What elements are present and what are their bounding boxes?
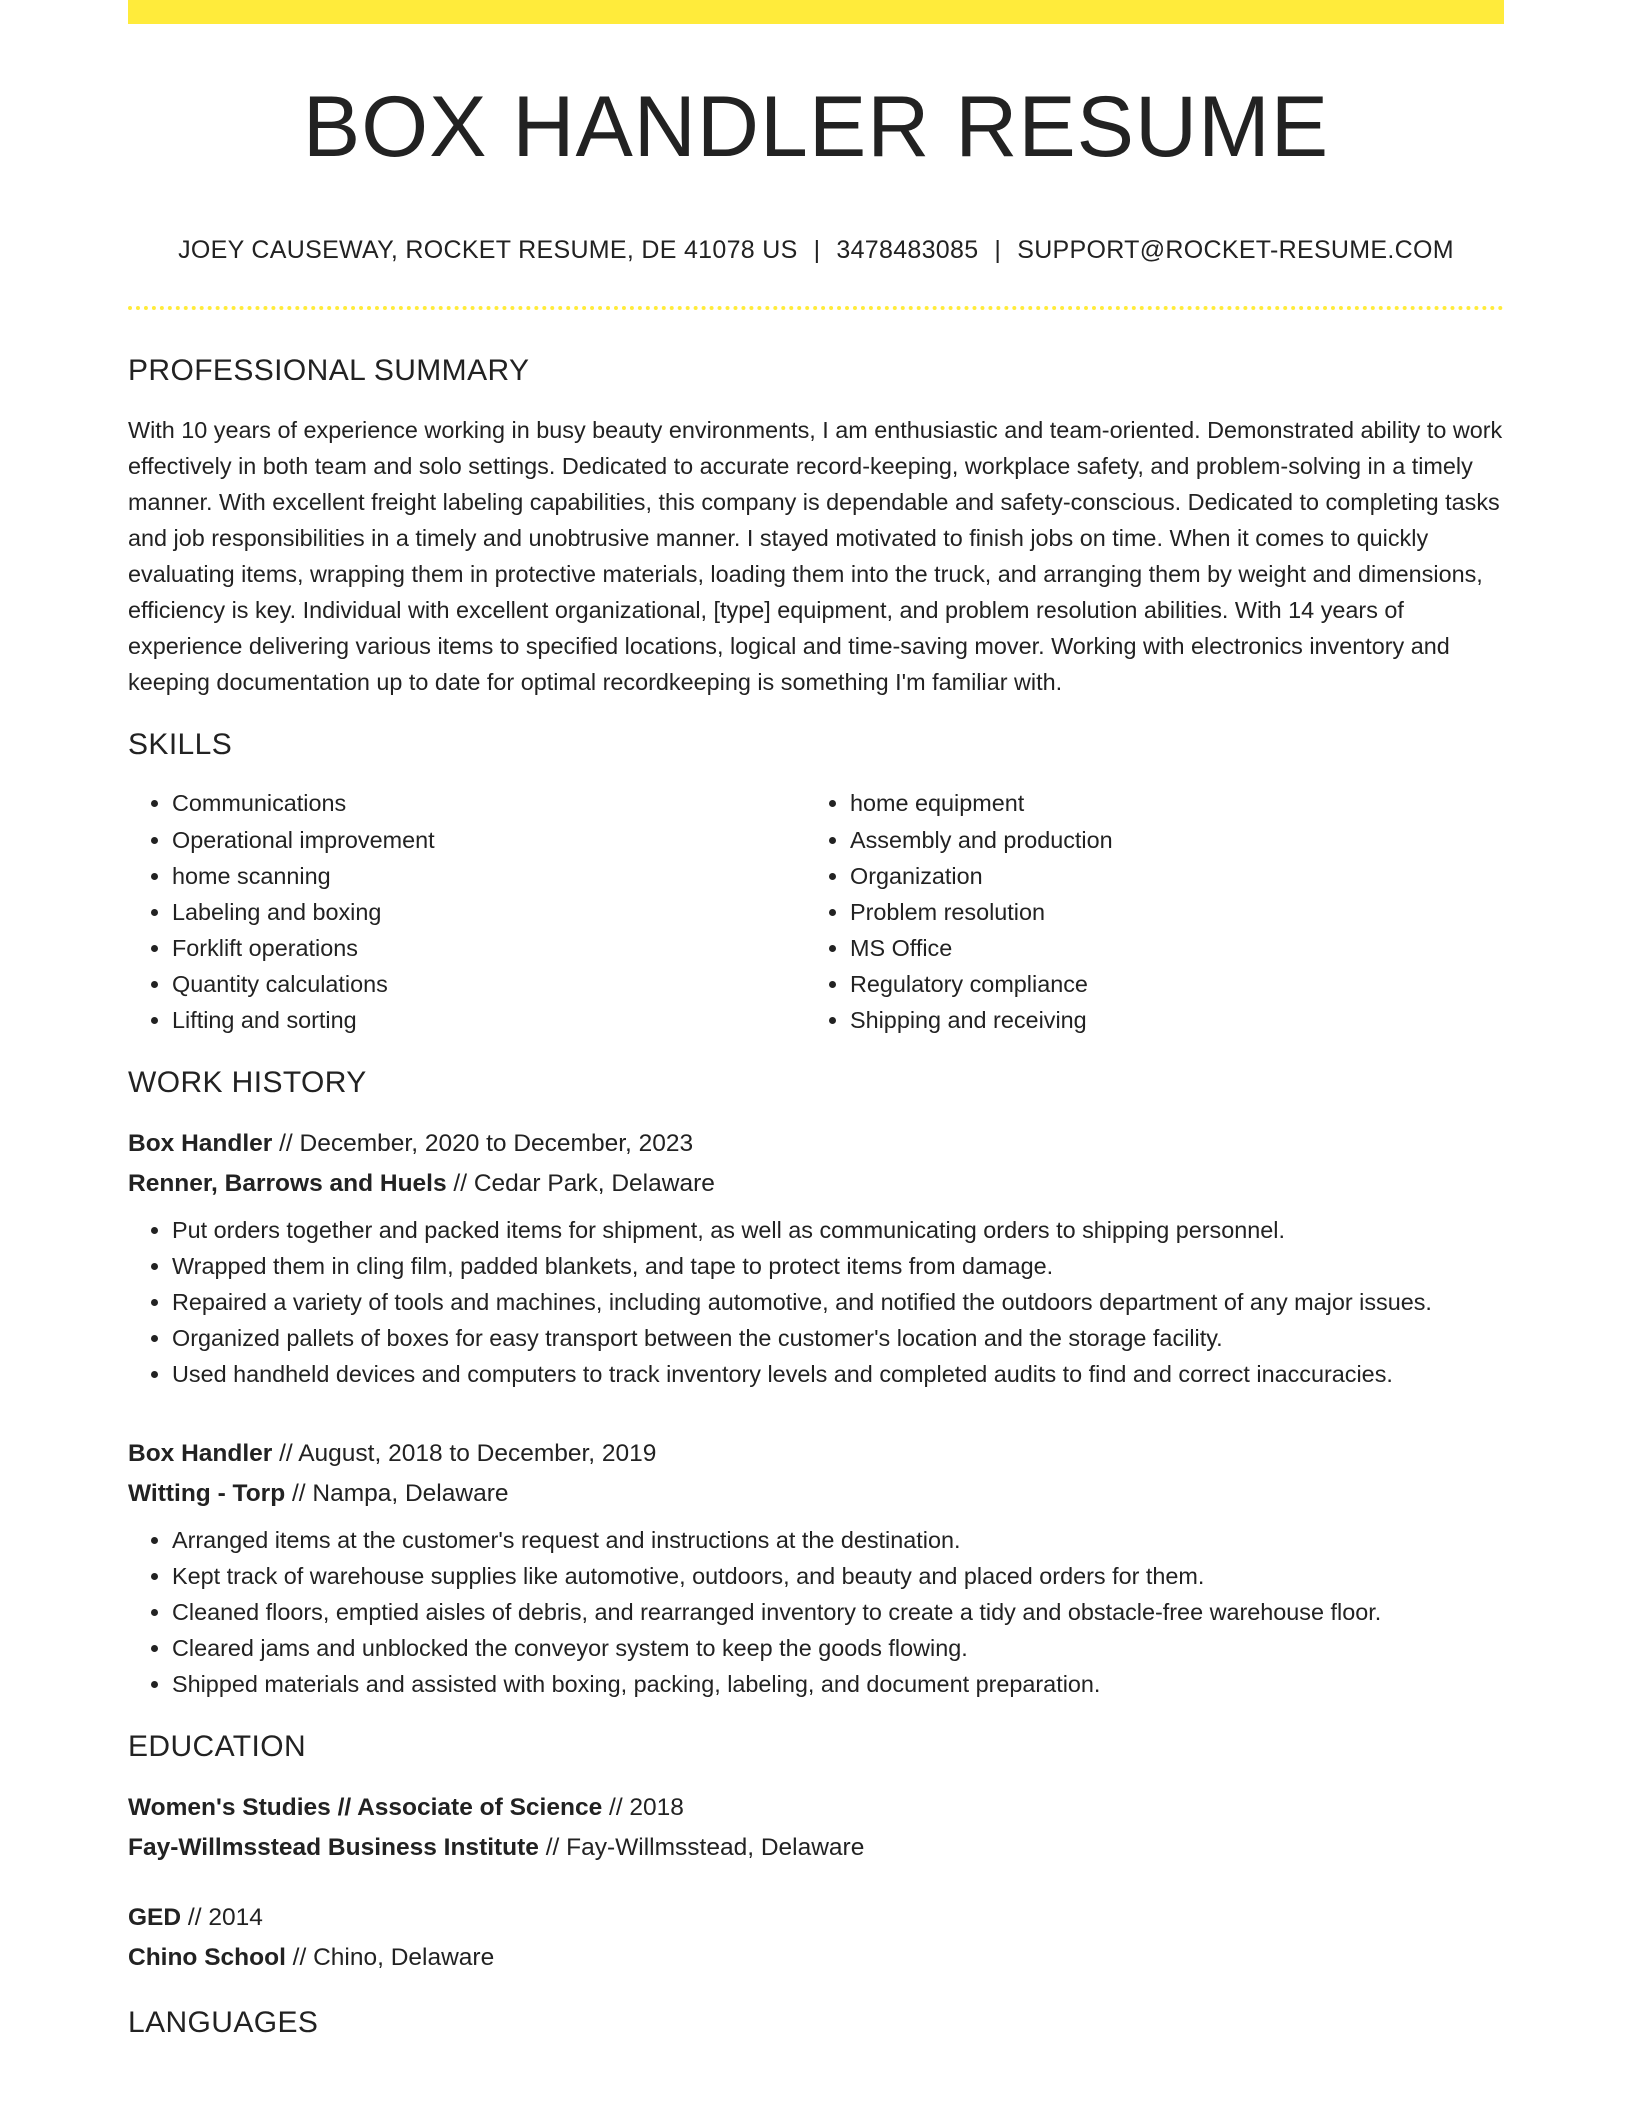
contact-separator: | bbox=[994, 236, 1002, 264]
section-heading-work-history: WORK HISTORY bbox=[128, 1066, 367, 1099]
contact-email[interactable]: SUPPORT@ROCKET-RESUME.COM bbox=[1017, 236, 1454, 264]
job-entry bbox=[128, 1434, 1504, 1702]
job-company-line bbox=[128, 1474, 1504, 1514]
job-bullets bbox=[128, 1212, 1504, 1392]
skill-item: • Quantity calculations bbox=[172, 966, 806, 1002]
skill-item: • Lifting and sorting bbox=[172, 1002, 806, 1038]
job-bullet: • Put orders together and packed items for shipment, as well as communicating orders to shipping personnel. bbox=[172, 1212, 1504, 1248]
education-degree-line bbox=[128, 1788, 1504, 1828]
skill-item: • home scanning bbox=[172, 858, 806, 894]
job-bullet: • Kept track of warehouse supplies like automotive, outdoors, and beauty and placed orders for them. bbox=[172, 1558, 1504, 1594]
job-title: Box Handler bbox=[128, 1130, 273, 1157]
contact-phone[interactable]: 3478483085 bbox=[836, 236, 979, 264]
job-bullet: • Cleaned floors, emptied aisles of debris, and rearranged inventory to create a tidy and obstacle-free warehouse floor. bbox=[172, 1594, 1504, 1630]
education-entry bbox=[128, 1898, 1504, 1978]
work-history-section bbox=[128, 1066, 1504, 1702]
section-heading-education: EDUCATION bbox=[128, 1730, 307, 1763]
job-bullet: • Organized pallets of boxes for easy transport between the customer's location and the storage facility. bbox=[172, 1320, 1504, 1356]
job-dates: // August, 2018 to December, 2019 bbox=[272, 1440, 657, 1467]
job-company-line bbox=[128, 1164, 1504, 1204]
education-degree-line bbox=[128, 1898, 1504, 1938]
contact-separator: | bbox=[813, 236, 821, 264]
skill-item: • Communications bbox=[172, 784, 806, 822]
education-school: Chino School bbox=[128, 1944, 286, 1971]
section-heading-summary: PROFESSIONAL SUMMARY bbox=[128, 354, 530, 387]
education-location: // Chino, Delaware bbox=[285, 1944, 495, 1971]
education-year: // 2018 bbox=[602, 1794, 684, 1821]
skills-list-right bbox=[806, 784, 1504, 1038]
education-year: // 2014 bbox=[181, 1904, 263, 1931]
skills-columns bbox=[128, 784, 1504, 1038]
job-company: Renner, Barrows and Huels bbox=[128, 1170, 447, 1197]
resume-title: BOX HANDLER RESUME bbox=[302, 79, 1330, 175]
summary-section bbox=[128, 354, 1504, 700]
dotted-divider bbox=[128, 306, 1504, 310]
job-bullet: • Wrapped them in cling film, padded blankets, and tape to protect items from damage. bbox=[172, 1248, 1504, 1284]
accent-bar bbox=[128, 0, 1504, 24]
languages-section bbox=[128, 2006, 1504, 2040]
education-section bbox=[128, 1730, 1504, 1978]
job-location: // Cedar Park, Delaware bbox=[446, 1170, 715, 1197]
resume-body bbox=[128, 354, 1504, 2040]
skill-item: • Assembly and production bbox=[850, 822, 1504, 858]
education-school: Fay-Willmsstead Business Institute bbox=[128, 1834, 539, 1861]
skill-item: • MS Office bbox=[850, 930, 1504, 966]
job-title: Box Handler bbox=[128, 1440, 273, 1467]
skills-section bbox=[128, 728, 1504, 1038]
skill-item: • Shipping and receiving bbox=[850, 1002, 1504, 1038]
skill-item: • home equipment bbox=[850, 784, 1504, 822]
section-heading-skills: SKILLS bbox=[128, 728, 233, 761]
job-entry bbox=[128, 1124, 1504, 1392]
summary-text: With 10 years of experience working in busy beauty environments, I am enthusiastic and team-oriented. Demonstrated ability to work effectively in both team and solo settings. Dedicated to accurate record-keeping, workplace safety, and problem-solving in a timely manner. With excellent freight labeling capabilities, this company is dependable and safety-conscious. Dedicated to completing tasks and job responsibilities in a timely and unobtrusive manner. I stayed motivated to finish jobs on time. When it comes to quickly evaluating items, wrapping them in protective materials, loading them into the truck, and arranging them by weight and dimensions, efficiency is key. Individual with excellent organizational, [type] equipment, and problem resolution abilities. With 14 years of experience delivering various items to specified locations, logical and time-saving mover. Working with electronics inventory and keeping documentation up to date for optimal recordkeeping is something I'm familiar with. bbox=[128, 417, 1503, 695]
skill-item: • Regulatory compliance bbox=[850, 966, 1504, 1002]
skill-item: • Forklift operations bbox=[172, 930, 806, 966]
job-company: Witting - Torp bbox=[128, 1480, 286, 1507]
education-degree: GED bbox=[128, 1904, 182, 1931]
job-location: // Nampa, Delaware bbox=[285, 1480, 509, 1507]
job-dates: // December, 2020 to December, 2023 bbox=[272, 1130, 694, 1157]
job-bullet: • Shipped materials and assisted with boxing, packing, labeling, and document preparation. bbox=[172, 1666, 1504, 1702]
job-bullet: • Cleared jams and unblocked the conveyor system to keep the goods flowing. bbox=[172, 1630, 1504, 1666]
contact-address: JOEY CAUSEWAY, ROCKET RESUME, DE 41078 US bbox=[178, 236, 798, 264]
skills-list-left bbox=[128, 784, 806, 1038]
job-bullets bbox=[128, 1522, 1504, 1702]
job-title-line bbox=[128, 1434, 1504, 1474]
education-degree: Women's Studies // Associate of Science bbox=[128, 1794, 603, 1821]
skill-item: • Problem resolution bbox=[850, 894, 1504, 930]
job-title-line bbox=[128, 1124, 1504, 1164]
skill-item: • Labeling and boxing bbox=[172, 894, 806, 930]
job-bullet: • Repaired a variety of tools and machines, including automotive, and notified the outdoors department of any major issues. bbox=[172, 1284, 1504, 1320]
section-heading-languages: LANGUAGES bbox=[128, 2006, 319, 2039]
education-school-line bbox=[128, 1938, 1504, 1978]
education-school-line bbox=[128, 1828, 1504, 1868]
contact-line bbox=[128, 236, 1504, 265]
job-bullet: • Used handheld devices and computers to track inventory levels and completed audits to find and correct inaccuracies. bbox=[172, 1356, 1504, 1392]
skill-item: • Operational improvement bbox=[172, 822, 806, 858]
job-bullet: • Arranged items at the customer's request and instructions at the destination. bbox=[172, 1522, 1504, 1558]
education-location: // Fay-Willmsstead, Delaware bbox=[538, 1834, 865, 1861]
education-entry bbox=[128, 1788, 1504, 1868]
skill-item: • Organization bbox=[850, 858, 1504, 894]
